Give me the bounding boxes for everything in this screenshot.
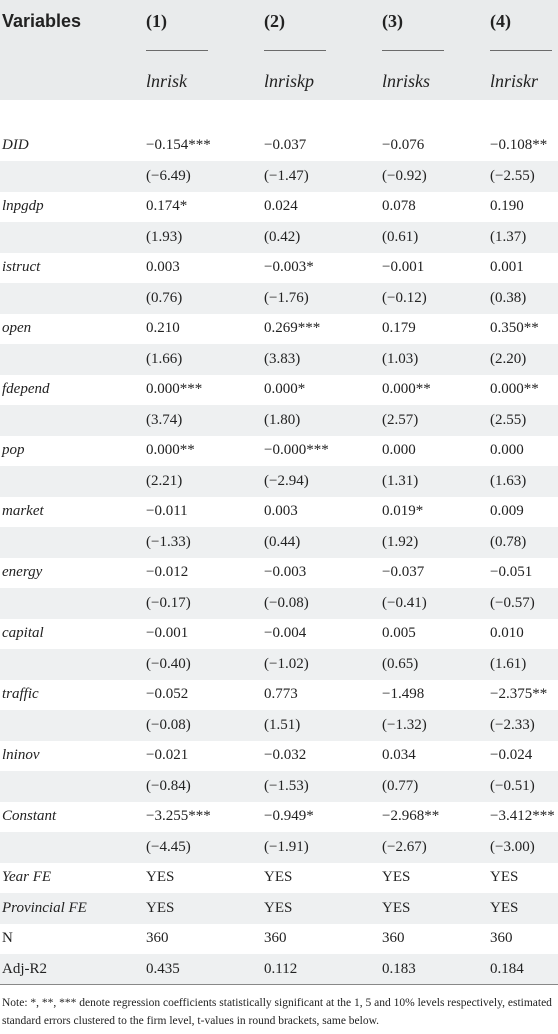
footer-value: YES: [486, 893, 558, 924]
coefficient-cell: 0.773: [264, 686, 298, 703]
coefficient-cell: 0.003: [264, 503, 298, 520]
tvalue-cell: (0.44): [260, 527, 378, 558]
coef-row: [0, 741, 558, 772]
table-header: [0, 0, 558, 100]
tvalue-cell: (−0.84): [142, 771, 260, 802]
spacer-row: [0, 100, 558, 131]
tvalue-cell: (−2.94): [260, 466, 378, 497]
tvalue-cell: (−2.67): [378, 832, 486, 863]
footer-row: [0, 924, 558, 955]
footer-label: Provincial FE: [0, 893, 142, 924]
tvalue-cell: (−3.00): [486, 832, 558, 863]
variable-name: lninov: [2, 747, 40, 764]
coefficient-cell: −0.949*: [264, 808, 314, 825]
footer-row: [0, 893, 558, 924]
coefficient-cell: −0.003*: [264, 259, 314, 276]
coefficient-cell: −0.001: [382, 259, 425, 276]
tvalue-row: [0, 527, 558, 558]
coefficient-cell: 0.019*: [382, 503, 424, 520]
tvalue-cell: (2.57): [378, 405, 486, 436]
footer-row: [0, 954, 558, 985]
coef-row: [0, 192, 558, 223]
footer-value: YES: [260, 893, 378, 924]
tvalue-row: [0, 771, 558, 802]
note-divider: [0, 984, 558, 985]
coefficient-cell: 0.269***: [264, 320, 321, 337]
tvalue-row: [0, 466, 558, 497]
tvalue-cell: (1.63): [486, 466, 558, 497]
tvalue-cell: (−1.91): [260, 832, 378, 863]
tvalue-cell: (−1.32): [378, 710, 486, 741]
variables-header: Variables: [0, 0, 142, 42]
coefficient-cell: 0.034: [382, 747, 416, 764]
coefficient-cell: 0.350**: [490, 320, 539, 337]
footer-value: YES: [142, 893, 260, 924]
coefficient-cell: 0.000*: [264, 381, 306, 398]
table-body: [0, 100, 558, 985]
coef-row: [0, 314, 558, 345]
tvalue-row: [0, 832, 558, 863]
tvalue-blank: [0, 710, 142, 741]
coefficient-cell: −0.052: [146, 686, 189, 703]
dep-var-3: lnrisks: [382, 71, 431, 91]
coef-row: [0, 253, 558, 284]
table-note: Note: *, **, *** denote regression coefficients statistically significant at the 1, 5 and 10% levels respectively, estimated standard errors clustered to the firm level, t-values in round brackets, same below.: [2, 997, 552, 1027]
variable-name: istruct: [2, 259, 41, 276]
coef-row: [0, 131, 558, 162]
tvalue-cell: (3.83): [260, 344, 378, 375]
header-row-numbers: [0, 0, 558, 42]
footer-row: [0, 863, 558, 894]
tvalue-row: [0, 161, 558, 192]
tvalue-blank: [0, 832, 142, 863]
coefficient-cell: −0.032: [264, 747, 307, 764]
dep-var-4: lnriskr: [490, 71, 539, 91]
tvalue-cell: (0.78): [486, 527, 558, 558]
coefficient-cell: 0.210: [146, 320, 180, 337]
coefficient-cell: 0.001: [490, 259, 524, 276]
variable-name: fdepend: [2, 381, 50, 398]
header-rule: [490, 50, 552, 51]
tvalue-row: [0, 649, 558, 680]
tvalue-cell: (1.51): [260, 710, 378, 741]
tvalue-blank: [0, 283, 142, 314]
tvalue-cell: (−0.41): [378, 588, 486, 619]
coefficient-cell: −0.024: [490, 747, 533, 764]
footer-value: 360: [146, 930, 169, 947]
coefficient-cell: −0.021: [146, 747, 189, 764]
tvalue-blank: [0, 344, 142, 375]
coefficient-cell: −0.000***: [264, 442, 329, 459]
tvalue-cell: (−6.49): [142, 161, 260, 192]
tvalue-cell: (0.61): [378, 222, 486, 253]
coefficient-cell: −0.108**: [490, 137, 548, 154]
footer-label: Adj-R2: [0, 954, 142, 985]
tvalue-cell: (−0.08): [142, 710, 260, 741]
tvalue-cell: (1.93): [142, 222, 260, 253]
tvalue-blank: [0, 771, 142, 802]
coef-row: [0, 680, 558, 711]
tvalue-cell: (−1.02): [260, 649, 378, 680]
coefficient-cell: −0.001: [146, 625, 189, 642]
coefficient-cell: −1.498: [382, 686, 425, 703]
coefficient-cell: 0.000**: [490, 381, 539, 398]
tvalue-cell: (−1.53): [260, 771, 378, 802]
tvalue-cell: (0.76): [142, 283, 260, 314]
coefficient-cell: −3.255***: [146, 808, 211, 825]
coefficient-cell: −0.003: [264, 564, 307, 581]
tvalue-cell: (1.92): [378, 527, 486, 558]
column-number-2: (2): [260, 0, 378, 42]
tvalue-cell: (−2.55): [486, 161, 558, 192]
coefficient-cell: −0.011: [146, 503, 188, 520]
tvalue-cell: (1.66): [142, 344, 260, 375]
tvalue-blank: [0, 222, 142, 253]
variable-name: pop: [2, 442, 25, 459]
footer-value: 360: [264, 930, 287, 947]
coef-row: [0, 436, 558, 467]
header-blank-cell: [0, 42, 142, 100]
header-row-dependents: [0, 42, 558, 100]
tvalue-cell: (2.20): [486, 344, 558, 375]
footer-value: YES: [490, 869, 519, 886]
tvalue-row: [0, 283, 558, 314]
tvalue-cell: (1.03): [378, 344, 486, 375]
tvalue-cell: (−0.92): [378, 161, 486, 192]
coefficient-cell: 0.000: [490, 442, 524, 459]
tvalue-cell: (−1.76): [260, 283, 378, 314]
coefficient-cell: −2.375**: [490, 686, 548, 703]
footer-value: 360: [382, 930, 405, 947]
coefficient-cell: −3.412***: [490, 808, 555, 825]
footer-value: 0.183: [378, 954, 486, 985]
tvalue-cell: (−0.40): [142, 649, 260, 680]
coefficient-cell: −2.968**: [382, 808, 440, 825]
tvalue-cell: (1.31): [378, 466, 486, 497]
tvalue-cell: (2.21): [142, 466, 260, 497]
tvalue-row: [0, 405, 558, 436]
tvalue-cell: (0.38): [486, 283, 558, 314]
tvalue-row: [0, 710, 558, 741]
tvalue-cell: (0.77): [378, 771, 486, 802]
tvalue-cell: (0.42): [260, 222, 378, 253]
tvalue-cell: (−0.08): [260, 588, 378, 619]
coef-row: [0, 497, 558, 528]
coefficient-cell: 0.024: [264, 198, 298, 215]
footer-value: 0.184: [486, 954, 558, 985]
coefficient-cell: 0.005: [382, 625, 416, 642]
dep-cell-3: [378, 42, 486, 100]
spacer-cell: [0, 100, 558, 131]
tvalue-blank: [0, 527, 142, 558]
coef-row: [0, 802, 558, 833]
column-number-3: (3): [378, 0, 486, 42]
dep-cell-1: [142, 42, 260, 100]
dep-var-2: lnriskp: [264, 71, 315, 91]
footer-value: YES: [382, 869, 411, 886]
coefficient-cell: −0.012: [146, 564, 189, 581]
variable-name: traffic: [2, 686, 39, 703]
tvalue-row: [0, 588, 558, 619]
coef-row: [0, 375, 558, 406]
coef-row: [0, 619, 558, 650]
tvalue-cell: (−0.57): [486, 588, 558, 619]
tvalue-blank: [0, 588, 142, 619]
variable-name: DID: [2, 137, 29, 154]
variable-name: lnpgdp: [2, 198, 44, 215]
tvalue-blank: [0, 649, 142, 680]
column-number-1: (1): [142, 0, 260, 42]
tvalue-blank: [0, 466, 142, 497]
dep-var-1: lnrisk: [146, 71, 188, 91]
tvalue-cell: (0.65): [378, 649, 486, 680]
coefficient-cell: 0.078: [382, 198, 416, 215]
coefficient-cell: −0.051: [490, 564, 533, 581]
tvalue-cell: (3.74): [142, 405, 260, 436]
variable-name: capital: [2, 625, 44, 642]
coefficient-cell: 0.000**: [146, 442, 195, 459]
tvalue-cell: (−4.45): [142, 832, 260, 863]
coefficient-cell: 0.000**: [382, 381, 431, 398]
coefficient-cell: 0.003: [146, 259, 180, 276]
coefficient-cell: −0.154***: [146, 137, 211, 154]
footer-label: Year FE: [2, 869, 52, 886]
tvalue-cell: (−1.33): [142, 527, 260, 558]
tvalue-cell: (−0.12): [378, 283, 486, 314]
coefficient-cell: −0.037: [382, 564, 425, 581]
tvalue-cell: (−1.47): [260, 161, 378, 192]
tvalue-row: [0, 344, 558, 375]
variable-name: open: [2, 320, 32, 337]
footer-value: 360: [490, 930, 513, 947]
coefficient-cell: −0.004: [264, 625, 307, 642]
coefficient-cell: 0.000***: [146, 381, 203, 398]
coefficient-cell: 0.190: [490, 198, 524, 215]
coefficient-cell: −0.037: [264, 137, 307, 154]
coefficient-cell: 0.179: [382, 320, 416, 337]
footer-value: 0.435: [142, 954, 260, 985]
header-rule: [382, 50, 444, 51]
tvalue-cell: (−2.33): [486, 710, 558, 741]
dep-cell-4: [486, 42, 558, 100]
coefficient-cell: −0.076: [382, 137, 425, 154]
column-number-4: (4): [486, 0, 558, 42]
coefficient-cell: 0.000: [382, 442, 416, 459]
tvalue-cell: (−0.17): [142, 588, 260, 619]
tvalue-blank: [0, 405, 142, 436]
variable-name: market: [2, 503, 44, 520]
coefficient-cell: 0.174*: [146, 198, 188, 215]
variable-name: Constant: [2, 808, 57, 825]
coef-row: [0, 558, 558, 589]
coefficient-cell: 0.010: [490, 625, 524, 642]
tvalue-cell: (1.80): [260, 405, 378, 436]
tvalue-cell: (1.37): [486, 222, 558, 253]
tvalue-cell: (1.61): [486, 649, 558, 680]
header-rule: [264, 50, 326, 51]
variable-name: energy: [2, 564, 43, 581]
tvalue-cell: (2.55): [486, 405, 558, 436]
tvalue-cell: (−0.51): [486, 771, 558, 802]
footer-value: YES: [146, 869, 175, 886]
footer-value: 0.112: [260, 954, 378, 985]
coefficient-cell: 0.009: [490, 503, 524, 520]
footer-value: YES: [378, 893, 486, 924]
tvalue-row: [0, 222, 558, 253]
header-rule: [146, 50, 208, 51]
tvalue-blank: [0, 161, 142, 192]
footer-value: YES: [264, 869, 293, 886]
dep-cell-2: [260, 42, 378, 100]
footer-label: N: [2, 930, 13, 947]
